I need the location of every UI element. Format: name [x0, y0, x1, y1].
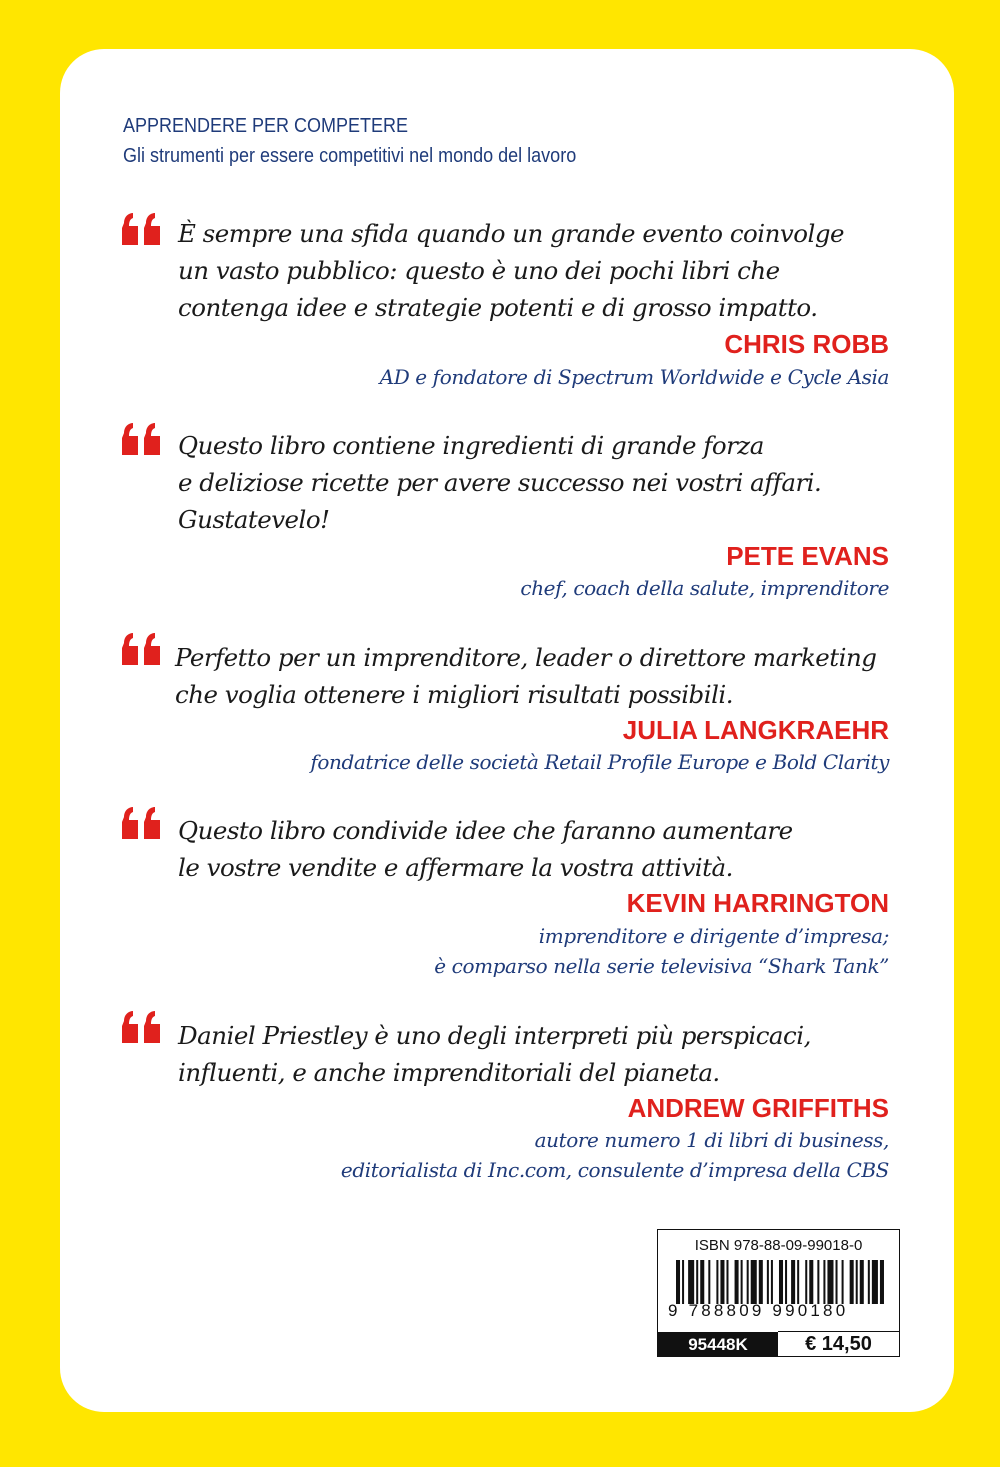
barcode-stripe	[747, 1260, 749, 1304]
testimonial-quote	[175, 639, 876, 713]
testimonial-author: JULIA LANGKRAEHR	[622, 715, 889, 745]
barcode-stripe	[791, 1260, 795, 1304]
role-line: imprenditore e dirigente d’impresa;	[538, 924, 889, 948]
barcode-stripe	[827, 1260, 833, 1304]
quote-line: Perfetto per un imprenditore, leader o direttore marketing	[175, 643, 877, 672]
barcode-stripe	[842, 1260, 844, 1304]
quote-mark-icon	[120, 807, 164, 847]
testimonial-role	[310, 747, 889, 777]
barcode-box	[657, 1229, 900, 1357]
barcode-digits: 9 788809 990180	[668, 1301, 849, 1320]
quote-line: Daniel Priestley è uno degli interpreti più perspicaci,	[178, 1021, 811, 1050]
role-line: autore numero 1 di libri di business,	[534, 1128, 889, 1152]
barcode-stripe	[817, 1260, 819, 1304]
quote-line: Questo libro condivide idee che faranno aumentare	[178, 816, 793, 845]
barcode-bars	[676, 1260, 886, 1304]
barcode-stripe	[741, 1260, 743, 1304]
quote-line: contenga idee e strategie potenti e di grosso impatto.	[178, 293, 818, 322]
product-code: 95448K	[658, 1332, 778, 1357]
barcode-stripe	[797, 1260, 799, 1304]
testimonial-quote	[178, 1017, 811, 1091]
quote-line: e deliziose ricette per avere successo nei vostri affari.	[178, 468, 822, 497]
quote-line: Questo libro contiene ingredienti di grande forza	[178, 431, 764, 460]
barcode-stripe	[696, 1260, 698, 1304]
quote-line: Gustatevelo!	[178, 505, 330, 534]
barcode-stripe	[688, 1260, 694, 1304]
barcode-stripe	[872, 1260, 878, 1304]
barcode-stripe	[726, 1260, 728, 1304]
quote-line: È sempre una sfida quando un grande evento coinvolge	[178, 219, 845, 248]
barcode-stripe	[785, 1260, 787, 1304]
barcode-stripe	[751, 1260, 757, 1304]
series-subtitle: Gli strumenti per essere competitivi nel mondo del lavoro	[123, 145, 577, 167]
barcode-stripe	[836, 1260, 838, 1304]
testimonial-role	[520, 573, 889, 603]
quote-mark-icon	[120, 633, 164, 673]
isbn-label: ISBN 978-88-09-99018-0	[694, 1237, 863, 1254]
quote-line: le vostre vendite e affermare la vostra attività.	[178, 853, 733, 882]
barcode-stripe	[868, 1260, 870, 1304]
barcode-stripe	[676, 1260, 680, 1304]
barcode-stripe	[767, 1260, 769, 1304]
testimonial-author: CHRIS ROBB	[724, 329, 889, 359]
testimonial-author: ANDREW GRIFFITHS	[627, 1093, 889, 1123]
barcode-stripe	[700, 1260, 704, 1304]
barcode-stripe	[720, 1260, 724, 1304]
quote-line: un vasto pubblico: questo è uno dei pochi libri che	[178, 256, 780, 285]
barcode-stripe	[860, 1260, 864, 1304]
barcode-stripe	[805, 1260, 807, 1304]
quote-mark-icon	[120, 1011, 164, 1051]
barcode-stripe	[759, 1260, 763, 1304]
quote-mark-icon	[120, 213, 164, 253]
barcode-stripe	[856, 1260, 858, 1304]
testimonial-role	[434, 921, 889, 981]
role-line: AD e fondatore di Spectrum Worldwide e Cycle Asia	[379, 365, 889, 389]
quote-mark-icon	[120, 423, 164, 463]
series-title: APPRENDERE PER COMPETERE	[123, 115, 409, 137]
role-line: fondatrice delle società Retail Profile Europe e Bold Clarity	[310, 750, 889, 774]
testimonial-role	[341, 1125, 889, 1185]
testimonial-role	[380, 362, 889, 392]
testimonial-quote	[178, 215, 844, 326]
barcode-stripe	[779, 1260, 783, 1304]
role-line: è comparso nella serie televisiva “Shark Tank”	[434, 954, 889, 978]
testimonial-author: PETE EVANS	[726, 541, 889, 571]
price-label: € 14,50	[778, 1331, 899, 1357]
role-line: editorialista di Inc.com, consulente d’impresa della CBS	[340, 1158, 889, 1182]
barcode-stripe	[823, 1260, 825, 1304]
barcode-stripe	[850, 1260, 854, 1304]
barcode-stripe	[735, 1260, 739, 1304]
series-header	[123, 111, 576, 171]
barcode-stripe	[682, 1260, 684, 1304]
barcode-stripe	[716, 1260, 718, 1304]
quote-line: che voglia ottenere i migliori risultati possibili.	[175, 680, 734, 709]
quote-line: influenti, e anche imprenditoriali del pianeta.	[178, 1058, 720, 1087]
barcode-stripe	[708, 1260, 710, 1304]
barcode-stripe	[880, 1260, 884, 1304]
testimonial-quote	[178, 812, 793, 886]
testimonial-quote	[178, 427, 821, 538]
testimonial-author: KEVIN HARRINGTON	[626, 888, 889, 918]
role-line: chef, coach della salute, imprenditore	[520, 576, 889, 600]
barcode-stripe	[809, 1260, 813, 1304]
barcode-stripe	[771, 1260, 773, 1304]
